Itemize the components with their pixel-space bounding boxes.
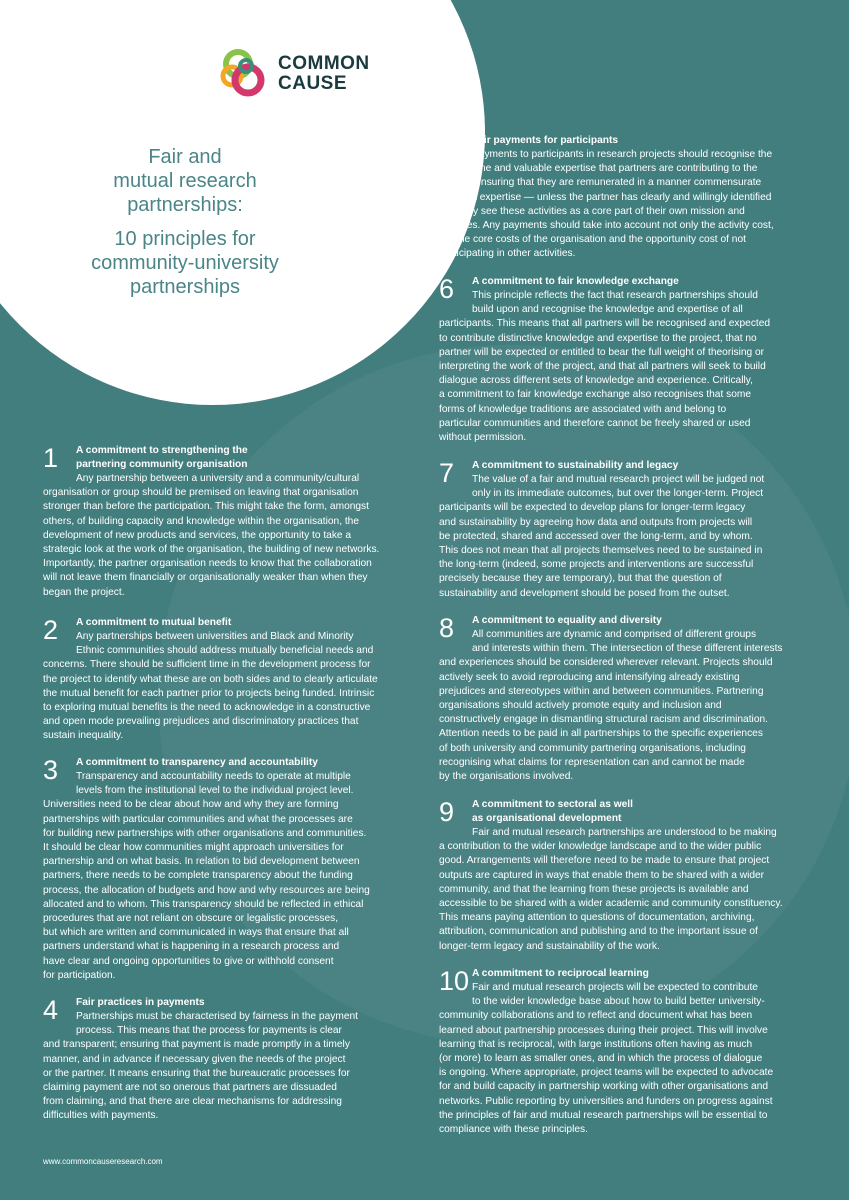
principle-body bbox=[43, 630, 423, 744]
page-title: Fair and mutual research partnerships: bbox=[113, 146, 257, 216]
principle-title: A commitment to strengthening the partnering community organisation bbox=[76, 445, 248, 470]
principle-body-indented: Transparency and accountability needs to operate at multiple levels from the institutional level to the individual project level. bbox=[76, 771, 354, 797]
principle-body-text: concerns. There should be sufficient time in the development process for the project to identify what these are on both sides and to clearly articulate the mutual benefit for each partner prior to projects being funded. Intrinsic to exploring mutual benefits is the need to acknowledge in a constructive and open mode prevailing prejudices and discriminatory practices that sustain inequality. bbox=[43, 659, 378, 742]
principle-number: 3 bbox=[43, 755, 59, 785]
page-subtitle: 10 principles for community-university partnerships bbox=[91, 228, 279, 298]
principle-body-indented: The value of a fair and mutual research project will be judged not only in its immediate outcomes, but over the longer-term. Project bbox=[472, 474, 765, 500]
principle-body-indented: Any partnership between a university and a community/cultural bbox=[76, 473, 360, 484]
principle-body-text: participants. This means that all partners will be recognised and expected to contribute distinctive knowledge and expertise to the project, that no partner will be expected or entitled to bear the full weight of theorising or interpreting the work of the project, and that all partners will seek to build dialogue across different sets of knowledge and experience. Critically, a commitment to fair knowledge exchange also recognises that some forms of knowledge traditions are associated with and belong to particular communities and therefore cannot be freely shared or used without permission. bbox=[439, 318, 771, 444]
principle-number: 5 bbox=[439, 133, 455, 163]
principle-body-text: community collaborations and to reflect and document what has been learned about partnership processes during their project. This will involve learning that is reciprocal, with large institutions often having as much (or more) to learn as smaller ones, and in which the process of dialogue is ongoing. Where appropriate, project teams will be expected to advocate for and build capacity in partnership working with other organisations and networks. Public reporting by universities and funders on progress against the principles of fair and mutual research partnerships will be essential to compliance with these principles. bbox=[439, 1010, 774, 1136]
principle-body-indented: Fair and mutual research projects will be expected to contribute to the wider knowledge base about how to build better university- bbox=[472, 982, 765, 1008]
principle-body-indented: All communities are dynamic and comprised of different groups and interests within them. The intersection of these different interests bbox=[472, 629, 783, 655]
principle-body-indented: This principle reflects the fact that research partnerships should build upon and recognise the knowledge and expertise of all bbox=[472, 290, 758, 316]
principle-body-text: and transparent; ensuring that payment is made promptly in a timely manner, and in advance if necessary given the needs of the project or the partner. It means ensuring that the bureaucratic processes for claiming payment are not so onerous that partners are dissuaded from claiming, and that there are clear mechanisms for addressing difficulties with payments. bbox=[43, 1039, 350, 1122]
principle-title: A commitment to reciprocal learning bbox=[472, 968, 649, 979]
principle-body bbox=[43, 1010, 423, 1124]
principle-7 bbox=[439, 459, 823, 601]
principle-body-indented: Payments to participants in research projects should recognise the time and valuable expertise that partners are contributing to the bbox=[472, 149, 773, 175]
principle-body-indented: Partnerships must be characterised by fairness in the payment process. This means that the process for payments is clear bbox=[76, 1011, 358, 1037]
principle-4 bbox=[43, 996, 423, 1124]
principle-body-text: project, ensuring that they are remunerated in a manner commensurate with that expertise — unless the partner has clearly and willingly identified that they see these activities as a core part of their own mission and priorities. Any payments should take into account not only the activity cost, but the core costs of the organisation and the opportunity cost of not participating in other activities. bbox=[439, 177, 774, 260]
principle-1 bbox=[43, 444, 423, 600]
principle-number: 8 bbox=[439, 613, 455, 643]
principle-title: A commitment to transparency and accountability bbox=[76, 757, 318, 768]
principle-number: 6 bbox=[439, 274, 455, 304]
principle-body bbox=[439, 473, 823, 601]
footer-url[interactable]: www.commoncauseresearch.com bbox=[43, 1157, 163, 1166]
principle-title: A commitment to sustainability and legacy bbox=[472, 460, 679, 471]
principle-body-indented: Any partnerships between universities and Black and Minority Ethnic communities should address mutually beneficial needs and bbox=[76, 631, 374, 657]
principle-body bbox=[43, 770, 423, 983]
principle-2 bbox=[43, 616, 423, 744]
principle-body-indented: Fair and mutual research partnerships are understood to be making bbox=[472, 827, 777, 838]
principle-body bbox=[439, 981, 823, 1137]
principle-number: 7 bbox=[439, 458, 455, 488]
principle-number: 9 bbox=[439, 797, 455, 827]
principle-title: Fair payments for participants bbox=[472, 135, 619, 146]
principle-body bbox=[439, 148, 823, 262]
principle-number: 4 bbox=[43, 995, 59, 1025]
principle-number: 10 bbox=[439, 966, 470, 996]
logo-line-1: COMMON bbox=[278, 53, 370, 74]
principle-3 bbox=[43, 756, 423, 983]
principle-body-text: organisation or group should be premised on leaving that organisation stronger than before the participation. This might take the form, amongst others, of building capacity and knowledge within the organisation, the development of new products and services, the opportunity to take a strategic look at the work of the organisation, the building of new networks. Importantly, the partner organisation needs to know that the collaboration will not leave them financially or organisationally weaker than when they began the project. bbox=[43, 487, 380, 598]
logo-line-2: CAUSE bbox=[278, 73, 348, 94]
principle-body-text: and experiences should be considered wherever relevant. Projects should actively seek to avoid reproducing and intensifying already existing prejudices and stereotypes within and between communities. Partnering organisations should actively promote equity and inclusion and constructively engage in dismantling structural racism and discrimination. Attention needs to be paid in all partnerships to the specific experiences of both university and community partnering organisations, including recognising what claims for representation can and cannot be made by the organisations involved. bbox=[439, 657, 773, 783]
principle-9 bbox=[439, 798, 823, 954]
logo-wordmark bbox=[278, 54, 370, 94]
principle-number: 1 bbox=[43, 443, 59, 473]
principle-body bbox=[439, 628, 823, 784]
principle-body bbox=[43, 472, 423, 600]
principle-title: A commitment to sectoral as well as organisational development bbox=[472, 799, 633, 824]
principle-10 bbox=[439, 967, 823, 1137]
principle-title: A commitment to fair knowledge exchange bbox=[472, 276, 679, 287]
logo-rings-icon bbox=[216, 46, 272, 102]
principle-title: Fair practices in payments bbox=[76, 997, 205, 1008]
principle-body-text: participants will be expected to develop plans for longer-term legacy and sustainability by agreeing how data and outputs from projects will be protected, shared and accessed over the long-term, and by whom. This does not mean that all projects themselves need to be sustained in the long-term (indeed, some projects and interventions are successful precisely because they are temporary), but that the question of sustainability and development should be posed from the outset. bbox=[439, 502, 763, 599]
principle-5 bbox=[439, 134, 823, 262]
principle-number: 2 bbox=[43, 615, 59, 645]
principle-title: A commitment to mutual benefit bbox=[76, 617, 232, 628]
principle-body bbox=[439, 289, 823, 445]
common-cause-logo bbox=[216, 46, 370, 102]
principle-body-text: a contribution to the wider knowledge landscape and to the wider public good. Arrangements will therefore need to be made to ensure that project outputs are captured in ways that enable them to be shared with a wider community, and that the learning from these projects is available and accessible to be shared with a wider academic and community constituency. This means paying attention to questions of documentation, archiving, attribution, communication and publishing and to the important issue of longer-term legacy and sustainability of the work. bbox=[439, 841, 783, 952]
principle-6 bbox=[439, 275, 823, 445]
principle-body bbox=[439, 826, 823, 954]
principle-title: A commitment to equality and diversity bbox=[472, 615, 662, 626]
principle-8 bbox=[439, 614, 823, 784]
principle-body-text: Universities need to be clear about how and why they are forming partnerships with particular communities and what the processes are for building new partnerships with other organisations and communities. It should be clear how communities might approach universities for partnership and on what basis. In relation to bid development between partners, there needs to be complete transparency about the funding process, the allocation of budgets and how and why resources are being allocated and to whom. This transparency should be reflected in ethical procedures that are not reliant on obscure or legalistic processes, but which are written and communicated in ways that ensure that all partners understand what is happening in a research process and have clear and ongoing opportunities to give or withhold consent for participation. bbox=[43, 799, 370, 981]
page-title-block bbox=[30, 145, 340, 299]
